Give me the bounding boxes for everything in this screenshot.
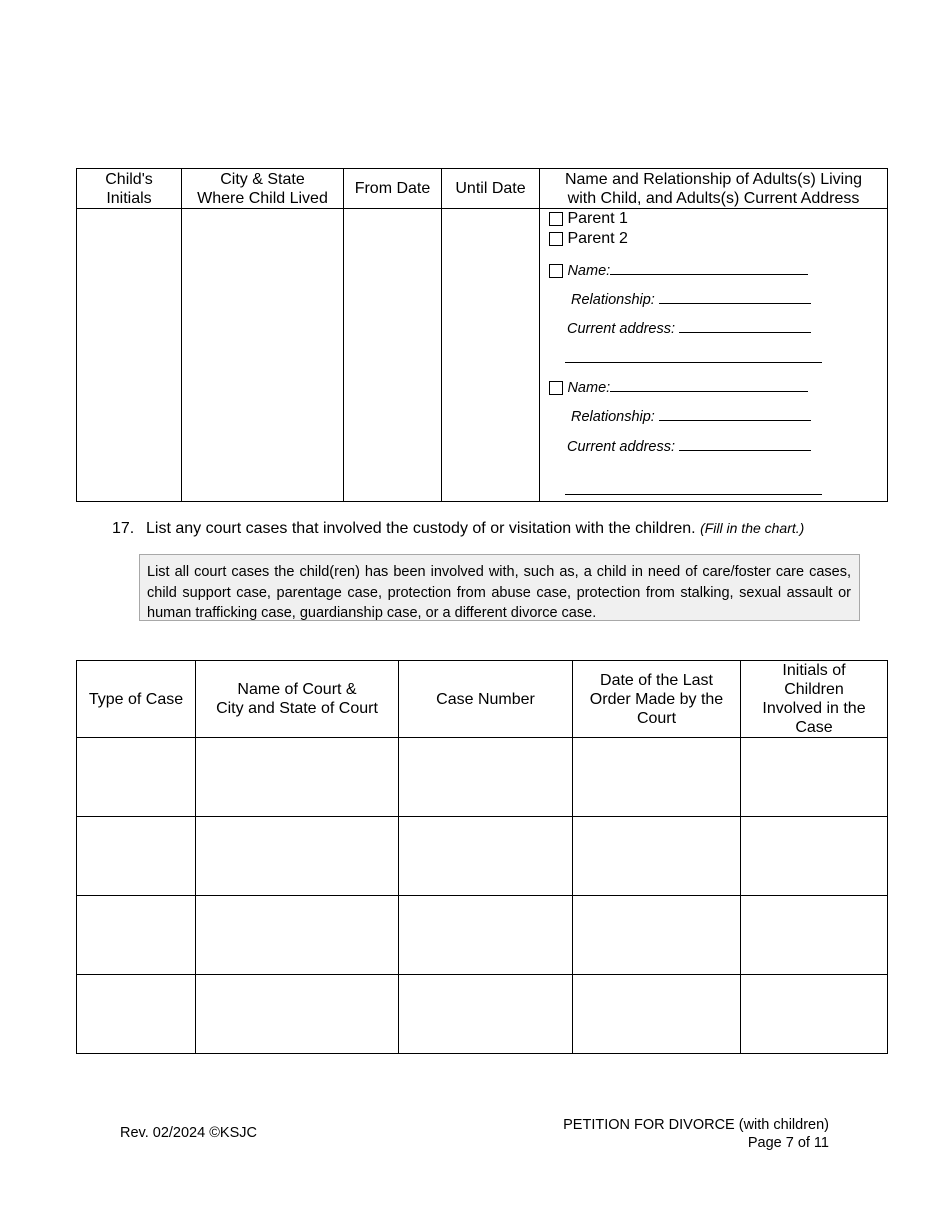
from-date-cell[interactable]: [344, 209, 442, 502]
parent2-option: [549, 230, 628, 248]
parent1-option: [549, 210, 628, 228]
address-label: Current address:: [567, 439, 675, 455]
header-text: Initials: [106, 189, 152, 207]
residence-row: [77, 209, 888, 502]
adult2-address-row: [567, 436, 811, 456]
court-cell[interactable]: [196, 817, 399, 896]
header-city-state: [182, 169, 344, 209]
last-order-cell[interactable]: [573, 975, 741, 1054]
adult1-address-field[interactable]: [679, 318, 811, 333]
header-child-initials: [77, 169, 182, 209]
header-text: Case: [795, 719, 833, 736]
city-state-cell[interactable]: [182, 209, 344, 502]
header-children-initials: [741, 661, 888, 738]
last-order-cell[interactable]: [573, 817, 741, 896]
case-number-cell[interactable]: [399, 817, 573, 896]
adult2-address-line2: [565, 480, 822, 500]
item-number: 17.: [112, 520, 135, 537]
court-cases-table: [76, 660, 888, 1054]
case-number-cell[interactable]: [399, 975, 573, 1054]
initials-cell[interactable]: [741, 817, 888, 896]
adult1-address-field-2[interactable]: [565, 348, 822, 363]
initials-cell[interactable]: [741, 975, 888, 1054]
header-text: Date of the Last: [600, 671, 713, 689]
court-cell[interactable]: [196, 896, 399, 975]
instruction-box: List all court cases the child(ren) has been involved with, such as, a child in need of care/foster care cases, child support case, parentage case, protection from abuse case, protection from stalking, sexual assault or human trafficking case, guardianship case, or a different divorce case.: [139, 554, 860, 621]
item-hint: (Fill in the chart.): [700, 520, 805, 536]
header-name-of-court: [196, 661, 399, 738]
type-cell[interactable]: [77, 975, 196, 1054]
adult1-address-row: [567, 318, 811, 338]
header-text: Court: [636, 709, 677, 727]
adult2-name-row: [549, 377, 808, 397]
page-number: Page 7 of 11: [747, 1135, 829, 1151]
residence-header-row: [77, 169, 888, 209]
item-text: List any court cases that involved the custody of or visitation with the children.: [146, 520, 696, 537]
parent1-checkbox[interactable]: [549, 212, 563, 226]
parent2-label: Parent 2: [567, 230, 628, 247]
adult1-name-row: [549, 260, 808, 280]
address-label: Current address:: [567, 321, 675, 337]
header-text: Children: [784, 681, 844, 698]
initials-cell[interactable]: [741, 896, 888, 975]
parent1-label: Parent 1: [567, 210, 628, 227]
adult1-relationship-row: [571, 289, 811, 309]
header-text: City & State: [220, 170, 305, 188]
adult2-address-field-2[interactable]: [565, 480, 822, 495]
item-17: [112, 520, 804, 538]
type-cell[interactable]: [77, 817, 196, 896]
relationship-label: Relationship:: [571, 292, 655, 308]
header-text: Involved in the: [762, 700, 866, 717]
header-last-order-date: [573, 661, 741, 738]
court-row: [77, 896, 888, 975]
initials-cell[interactable]: [741, 738, 888, 817]
court-row: [77, 817, 888, 896]
last-order-cell[interactable]: [573, 896, 741, 975]
adult1-checkbox[interactable]: [549, 264, 563, 278]
header-text: Child's: [105, 170, 153, 188]
header-text: with Child, and Adults(s) Current Address: [567, 189, 860, 207]
header-text: Order Made by the: [589, 690, 724, 708]
header-until-date: Until Date: [442, 169, 540, 209]
parent2-checkbox[interactable]: [549, 232, 563, 246]
header-case-number: Case Number: [399, 661, 573, 738]
form-title: PETITION FOR DIVORCE (with children): [563, 1117, 829, 1133]
court-cell[interactable]: [196, 738, 399, 817]
adult1-address-line2: [565, 348, 822, 368]
footer-info: [520, 1116, 829, 1152]
type-cell[interactable]: [77, 738, 196, 817]
revision-note: Rev. 02/2024 ©KSJC: [120, 1125, 257, 1141]
court-row: [77, 738, 888, 817]
adult2-name-field[interactable]: [610, 377, 808, 392]
until-date-cell[interactable]: [442, 209, 540, 502]
court-cell[interactable]: [196, 975, 399, 1054]
name-label: Name:: [567, 380, 611, 396]
relationship-label: Relationship:: [571, 409, 655, 425]
adults-cell: [540, 209, 888, 502]
header-text: Where Child Lived: [197, 189, 328, 207]
header-from-date: From Date: [344, 169, 442, 209]
adult1-relationship-field[interactable]: [659, 289, 811, 304]
header-text: Name of Court &: [237, 681, 357, 698]
adult2-relationship-field[interactable]: [659, 406, 811, 421]
adult2-relationship-row: [571, 406, 811, 426]
header-text: Name and Relationship of Adults(s) Living: [564, 170, 863, 188]
header-adults: [540, 169, 888, 209]
adult1-name-field[interactable]: [610, 260, 808, 275]
adult2-checkbox[interactable]: [549, 381, 563, 395]
header-type-of-case: Type of Case: [77, 661, 196, 738]
court-header-row: [77, 661, 888, 738]
adult2-address-field[interactable]: [679, 436, 811, 451]
child-initials-cell[interactable]: [77, 209, 182, 502]
case-number-cell[interactable]: [399, 738, 573, 817]
header-text: City and State of Court: [216, 700, 378, 717]
last-order-cell[interactable]: [573, 738, 741, 817]
type-cell[interactable]: [77, 896, 196, 975]
residence-table: [76, 168, 888, 502]
name-label: Name:: [567, 263, 611, 279]
header-text: Initials of: [782, 662, 846, 679]
case-number-cell[interactable]: [399, 896, 573, 975]
court-row: [77, 975, 888, 1054]
